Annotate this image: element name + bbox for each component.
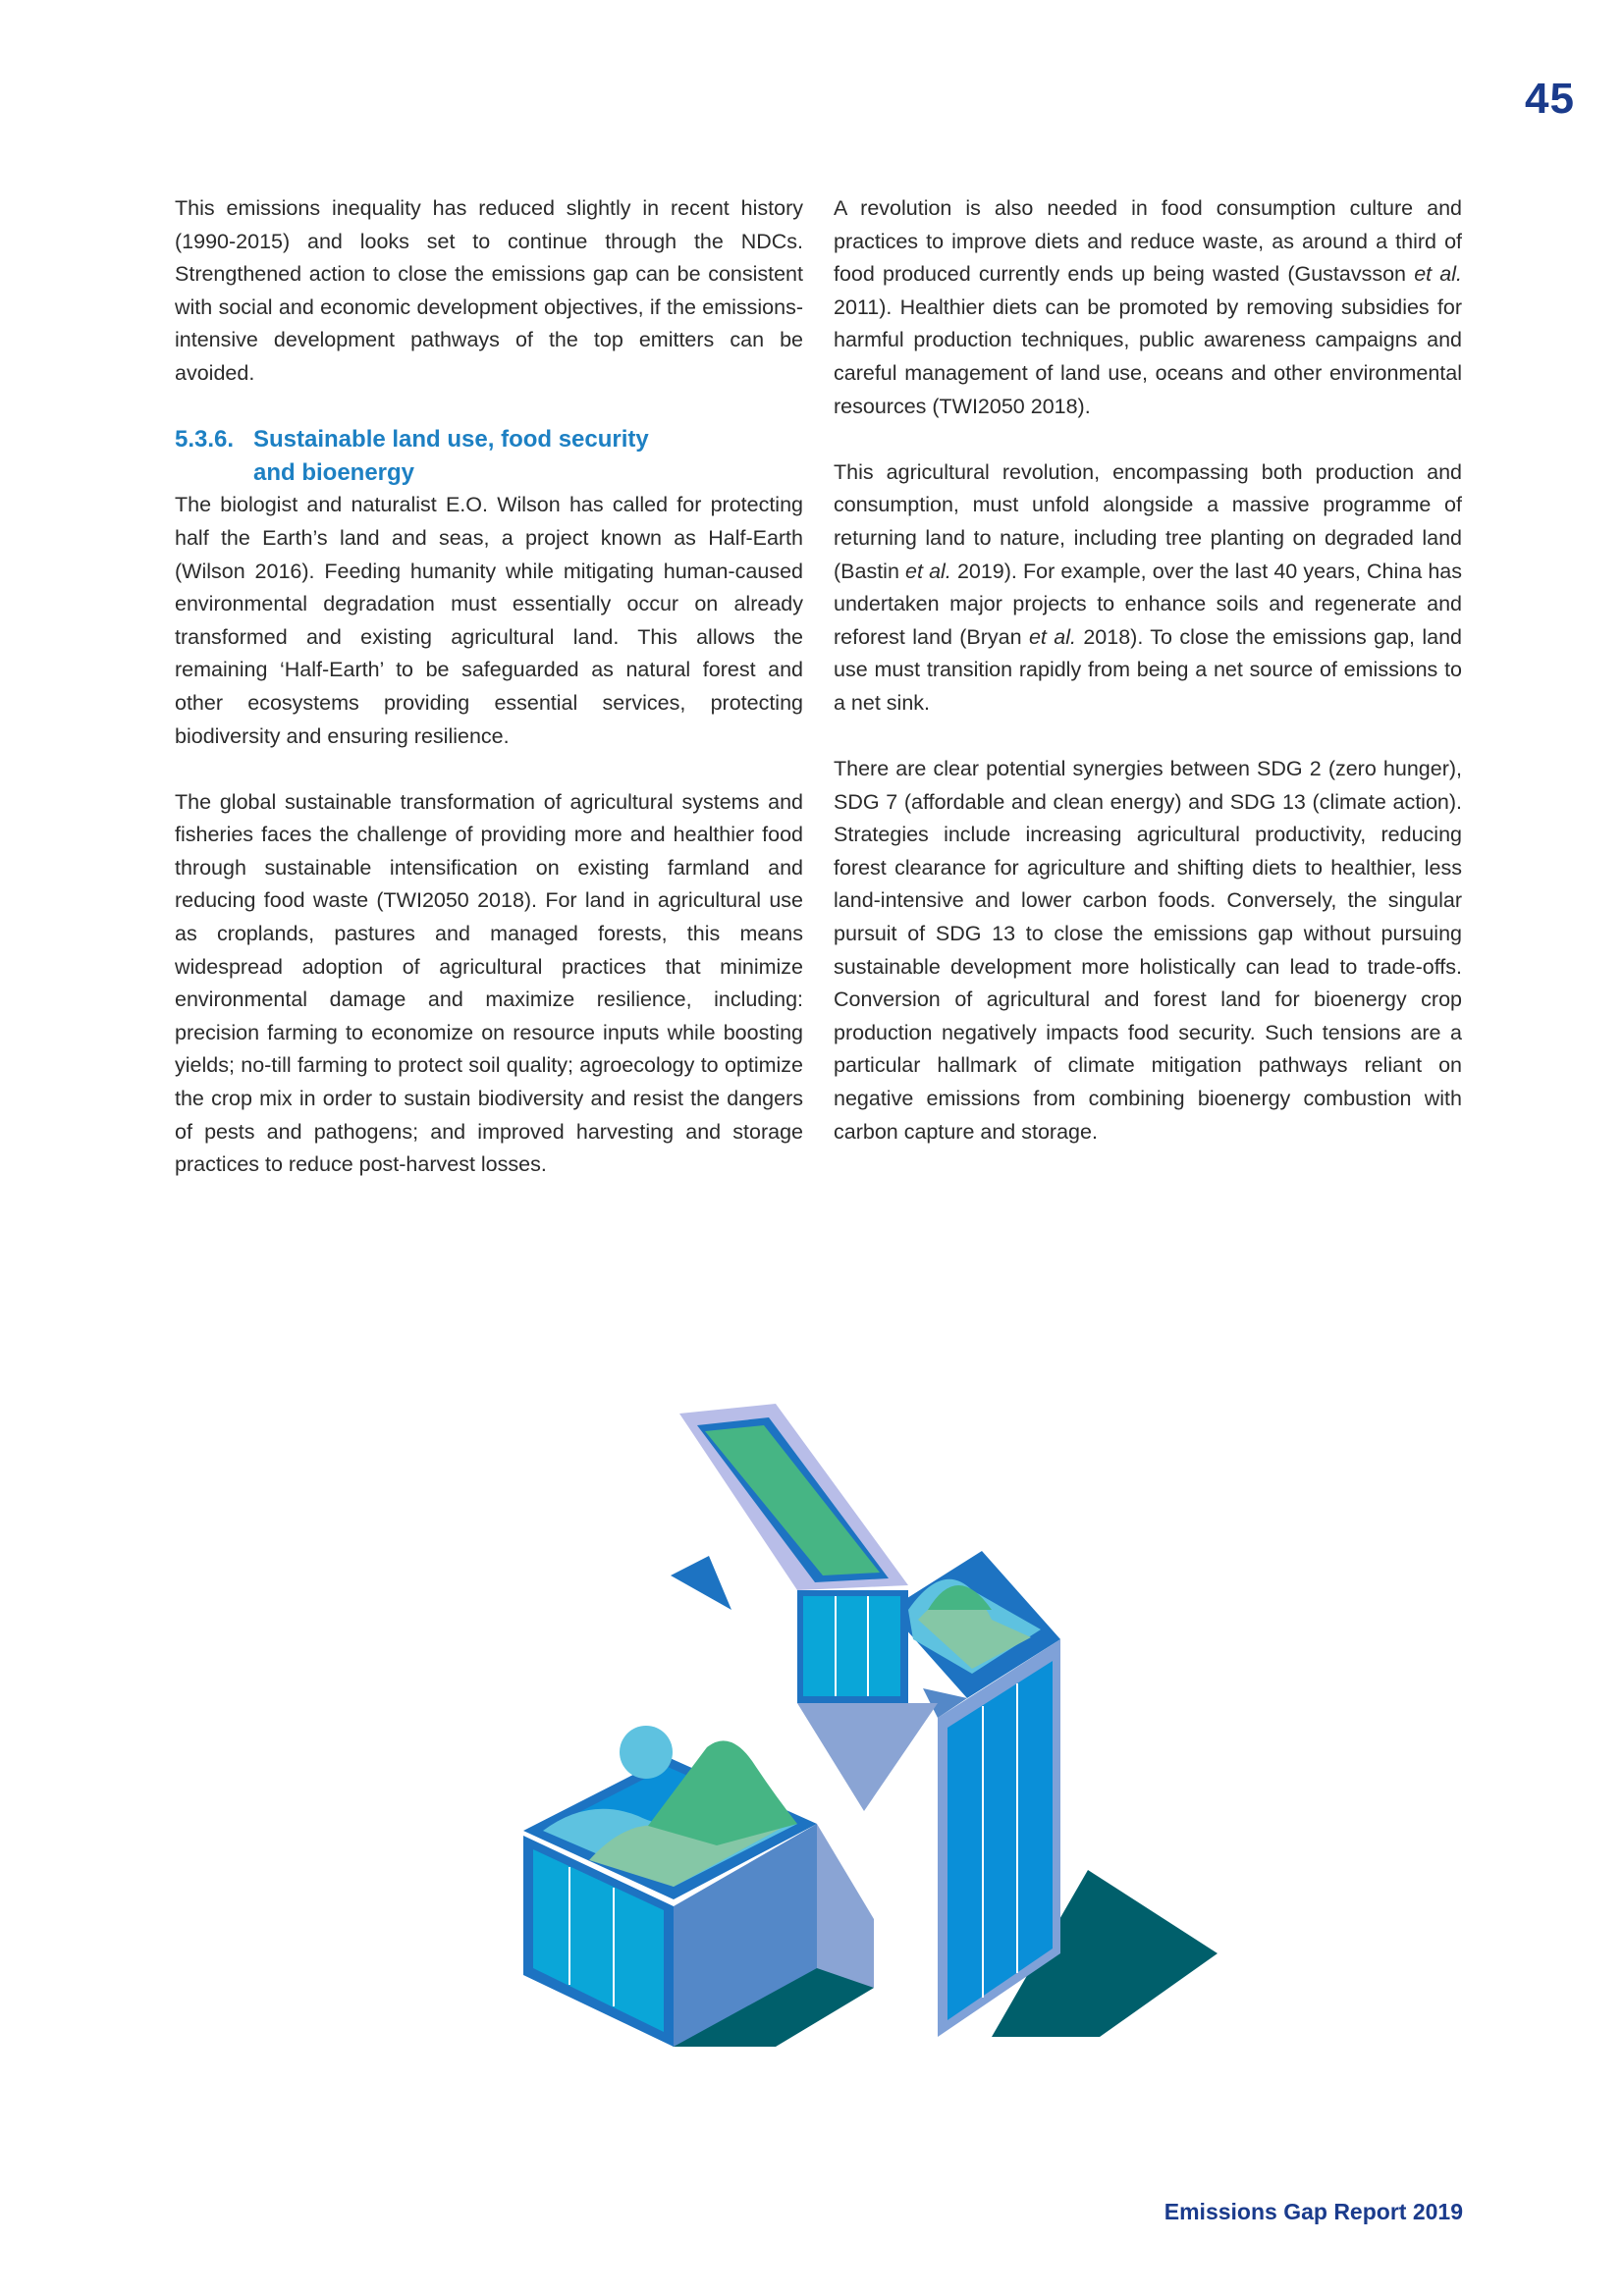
paragraph-food-consumption	[834, 192, 1462, 423]
page-number: 45	[1525, 75, 1575, 123]
small-cube-panel	[803, 1596, 900, 1696]
paragraph-agricultural-transformation: The global sustainable transformation of agricultural systems and fisheries faces the challenge of providing more and healthier food through sustainable intensification on existing farmland and reducing food waste (TWI2050 2018). For land in agricultural use as croplands, pastures and managed forests, this means widespread adoption of agricultural practices that minimize environmental damage and maximize resilience, including: precision farming to economize on resource inputs while boosting yields; no-till farming to protect soil quality; agroecology to optimize the crop mix in order to sustain biodiversity and resist the dangers of pests and pathogens; and improved harvesting and storage practices to reduce post-harvest losses.	[175, 789, 803, 1177]
paragraph-emissions-inequality: This emissions inequality has reduced slightly in recent history (1990-2015) and looks set to continue through the NDCs. Strengthened action to close the emissions gap can be consistent with social and economic development objectives, if the emissions-intensive development pathways of the top emitters can be avoided.	[175, 196, 803, 385]
text-run: 2011). Healthier diets can be promoted by removing subsidies for harmful production techniques, public awareness campaigns and careful management of land use, oceans and other environmental resources (TWI2050 2018).	[834, 294, 1462, 418]
isometric-landscape-illustration	[511, 1394, 1227, 2061]
left-column	[175, 192, 803, 1182]
right-column	[834, 192, 1462, 1148]
sun-circle	[620, 1726, 673, 1779]
left-block-side-extension	[817, 1824, 874, 1988]
report-footer: Emissions Gap Report 2019	[1164, 2199, 1463, 2224]
text-run-italic: et al.	[1028, 624, 1076, 649]
text-run: This agricultural revolution, encompassing both production and consumption, must unfold alongside a massive programme of returning land to nature, including tree planting on degraded land (Bastin	[834, 459, 1462, 583]
text-run-italic: et al.	[905, 559, 951, 583]
section-heading	[175, 423, 803, 489]
text-run: 2019). For example, over the last 40 years, China has undertaken major projects to enhance soils and regenerate and reforest land (Bryan	[834, 559, 1462, 649]
paragraph-half-earth: The biologist and naturalist E.O. Wilson has called for protecting half the Earth’s land and seas, a project known as Half-Earth (Wilson 2016). Feeding humanity while mitigating human-caused environmental degradation must essentially occur on already transformed and existing agricultural land. This allows the remaining ‘Half-Earth’ to be safeguarded as natural forest and other ecosystems providing essential services, protecting biodiversity and ensuring resilience.	[175, 493, 803, 748]
small-cube-underside	[797, 1703, 938, 1811]
blue-triangle-shape	[671, 1556, 731, 1610]
text-run: A revolution is also needed in food consumption culture and practices to improve diets and reduce waste, as around a third of food produced currently ends up being wasted (Gustavsson	[834, 196, 1462, 287]
paragraph-sdg-synergies: There are clear potential synergies between SDG 2 (zero hunger), SDG 7 (affordable and clean energy) and SDG 13 (climate action). Strategies include increasing agricultural productivity, reducing forest clearance for agriculture and shifting diets to healthier, less land-intensive and lower carbon foods. Conversely, the singular pursuit of SDG 13 to close the emissions gap without pursuing sustainable development more holistically can lead to trade-offs. Conversion of agricultural and forest land for bioenergy crop production negatively impacts food security. Such tensions are a particular hallmark of climate mitigation pathways reliant on negative emissions from combining bioenergy combustion with carbon capture and storage.	[834, 757, 1462, 1144]
paragraph-returning-land	[834, 456, 1462, 721]
text-run: 2018). To close the emissions gap, land use must transition rapidly from being a net source of emissions to a net sink.	[834, 624, 1462, 715]
section-title: Sustainable land use, food security and bioenergy	[253, 426, 649, 486]
section-number: 5.3.6.	[175, 426, 235, 454]
text-run-italic: et al.	[1414, 262, 1462, 287]
